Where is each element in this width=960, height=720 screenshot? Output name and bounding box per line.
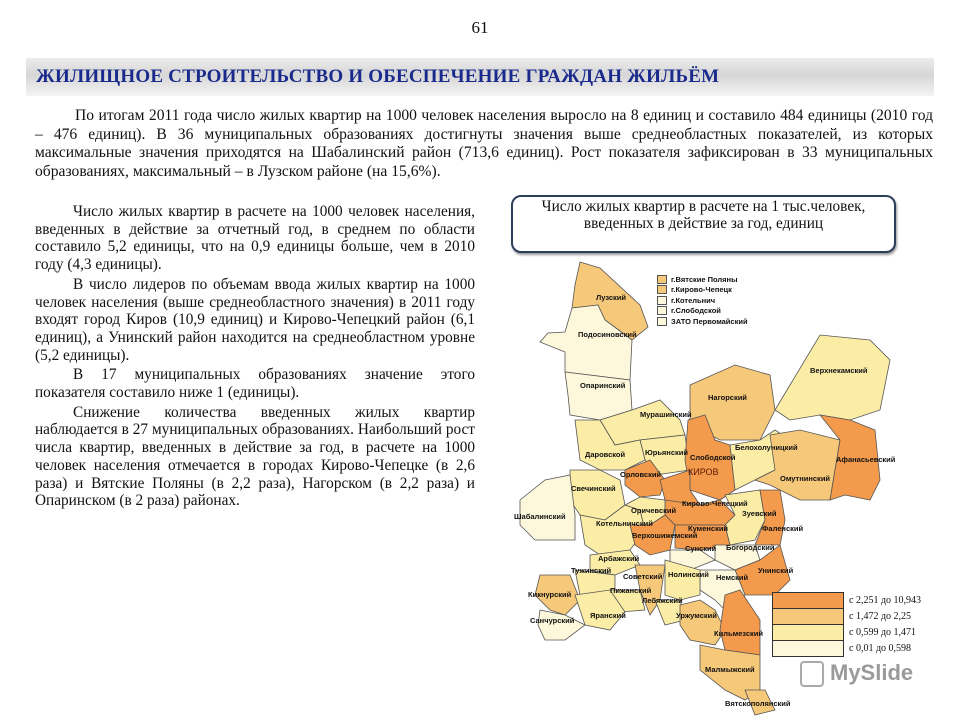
- legend-swatch: [657, 306, 667, 315]
- legend-item: [657, 295, 748, 306]
- scale-item: [772, 608, 921, 624]
- region-label: Мурашинский: [640, 410, 692, 419]
- legend-item: [657, 306, 748, 317]
- region-34: [680, 600, 725, 645]
- region-label: Арбажский: [598, 554, 640, 563]
- region-label: Юрьянский: [645, 448, 688, 457]
- scale-item: [772, 624, 921, 640]
- region-label: Свечинский: [571, 484, 616, 493]
- region-label: Зуевский: [742, 509, 777, 518]
- legend-swatch: [657, 275, 667, 284]
- region-label: Немский: [716, 573, 749, 582]
- region-label: Унинский: [758, 566, 794, 575]
- scale-label: с 1,472 до 2,25: [849, 610, 912, 622]
- cities-legend: [657, 274, 748, 327]
- region-label: Подосиновский: [578, 330, 637, 339]
- region-label: Омутнинский: [780, 474, 831, 483]
- watermark: [800, 660, 913, 687]
- region-label: Орловский: [620, 470, 662, 479]
- region-label: Лебяжский: [642, 596, 683, 605]
- region-label: Вятскополянский: [725, 699, 791, 708]
- region-label: Санчурский: [530, 616, 575, 625]
- region-label: Шабалинский: [514, 512, 566, 521]
- region-label: Уржумский: [676, 611, 717, 620]
- region-label: Белохолуницкий: [735, 443, 798, 452]
- scale-legend: [772, 592, 921, 656]
- scale-swatch: [772, 608, 844, 624]
- page-number: 61: [471, 18, 489, 37]
- region-label: Нолинский: [668, 570, 709, 579]
- region-35: [720, 590, 760, 655]
- scale-swatch: [772, 592, 844, 608]
- legend-swatch: [657, 296, 667, 305]
- region-label: Оричевский: [631, 506, 677, 515]
- region-38: [538, 610, 585, 640]
- scale-label: с 2,251 до 10,943: [849, 594, 922, 606]
- scale-swatch: [772, 624, 844, 640]
- paragraph: В число лидеров по объемам ввода жилых квартир на 1000 человек населения (выше среднеобластного значения) в 2011 году входят город Киров (10,9 единиц) и Кирово-Чепецкий район (6,1 единиц), а Унинский район находится на среднеобластном уровне (5,2 единицы).: [35, 275, 475, 364]
- region-label: Куменский: [688, 524, 729, 533]
- legend-label: г.Котельнич: [671, 295, 716, 305]
- region-label: Яранский: [590, 611, 626, 620]
- region-label: Лузский: [596, 293, 627, 302]
- region-label: Афанасьевский: [836, 455, 896, 464]
- paragraph: Снижение количества введенных жилых квартир наблюдается в 27 муниципальных образованиях. Наибольший рост числа квартир, введенных в действие за год, в расчете на 1000 человек населения отмечается в городах Кирово-Чепецке (в 2,6 раза) и Вятские Поляны (в 2,2 раза), Нагорском (в 2,2 раза) и Опаринском (в 2 раза) районах.: [35, 403, 475, 510]
- legend-swatch: [657, 317, 667, 326]
- scale-item: [772, 592, 921, 608]
- legend-item: [657, 316, 748, 327]
- paragraph: В 17 муниципальных образованиях значение этого показателя составило ниже 1 (единицы).: [35, 366, 475, 402]
- legend-item: [657, 285, 748, 296]
- legend-label: г.Вятские Поляны: [671, 274, 738, 284]
- region-label: Опаринский: [580, 381, 626, 390]
- region-label: Нагорский: [708, 393, 747, 402]
- legend-label: ЗАТО Первомайский: [671, 316, 748, 326]
- region-label: КИРОВ: [688, 467, 719, 477]
- section-title: ЖИЛИЩНОЕ СТРОИТЕЛЬСТВО И ОБЕСПЕЧЕНИЕ ГРАЖДАН ЖИЛЬЁМ: [36, 66, 720, 87]
- scale-label: с 0,01 до 0,598: [849, 642, 912, 654]
- region-label: Даровской: [585, 450, 626, 459]
- region-label: Богородский: [726, 543, 775, 552]
- region-label: Верхошижемский: [632, 531, 698, 540]
- intro-paragraph: По итогам 2011 года число жилых квартир на 1000 человек населения выросло на 8 единиц и составило 484 единицы (2010 год – 476 единиц). В 36 муниципальных образованиях достигнуты значения выше среднеобластных показателей, из которых максимальные значения приходятся на Шабалинский район (713,6 единиц). Рост показателя зафиксирован в 33 муниципальных образованиях, максимальный – в Лузском районе (на 15,6%).: [35, 107, 933, 180]
- scale-swatch: [772, 640, 844, 657]
- logo-icon: [800, 661, 824, 687]
- paragraph: Число жилых квартир в расчете на 1000 человек населения, введенных в действие за отчетный год, в среднем по области составило 5,2 единицы, что на 0,9 единицы больше, чем в 2010 году (4,3 единицы).: [35, 203, 475, 274]
- legend-swatch: [657, 285, 667, 294]
- region-label: Котельничский: [596, 519, 653, 528]
- scale-item: [772, 640, 921, 656]
- scale-label: с 0,599 до 1,471: [849, 626, 917, 638]
- region-label: Верхнекамский: [810, 366, 868, 375]
- region-label: Пижанский: [610, 586, 652, 595]
- legend-label: г.Кирово-Чепецк: [671, 285, 732, 295]
- region-label: Советский: [623, 572, 663, 581]
- region-label: Кильмезский: [714, 629, 763, 638]
- region-label: Кикнурский: [528, 590, 572, 599]
- legend-item: [657, 274, 748, 285]
- watermark-text: MySlide: [830, 660, 914, 685]
- region-label: Малмыжский: [705, 665, 755, 674]
- region-6: [775, 335, 890, 420]
- map-title-box: Число жилых квартир в расчете на 1 тыс.человек, введенных в действие за год, единиц: [511, 195, 896, 253]
- region-label: Слободской: [690, 453, 736, 462]
- region-label: Сунский: [685, 544, 717, 553]
- region-label: Тужинский: [571, 566, 612, 575]
- region-label: Кирово-Чепецкий: [682, 499, 748, 508]
- legend-label: г.Слободской: [671, 306, 721, 316]
- region-17: [520, 475, 575, 540]
- region-label: Фаленский: [762, 524, 804, 533]
